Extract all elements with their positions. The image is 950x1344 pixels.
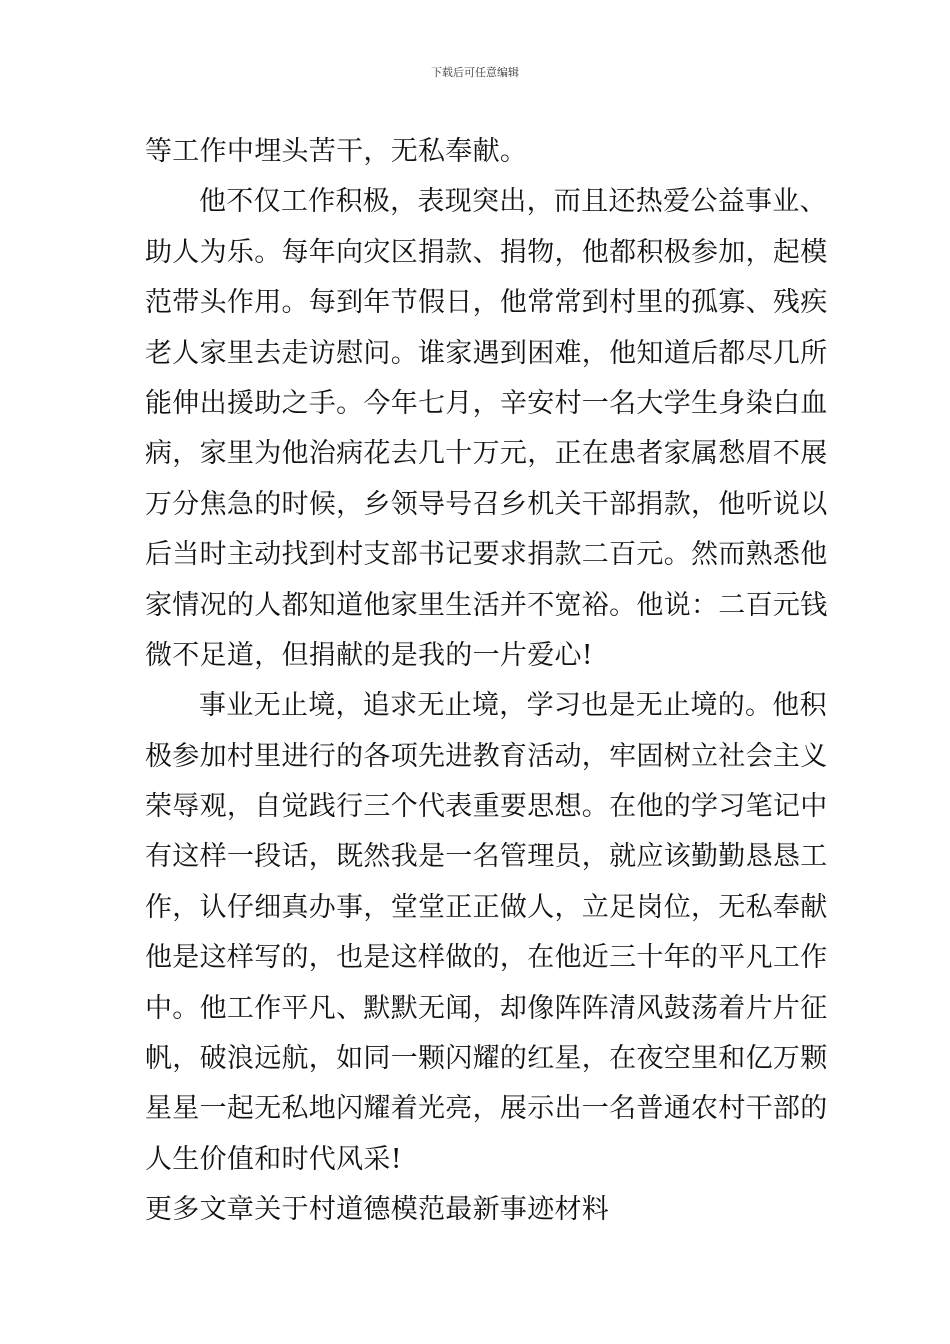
page-header-note: 下载后可任意编辑 xyxy=(431,66,519,79)
text-line: 星星一起无私地闪耀着光亮，展示出一名普通农村干部的 xyxy=(145,1093,828,1125)
text-line: 他是这样写的，也是这样做的，在他近三十年的平凡工作 xyxy=(145,942,828,974)
text-line: 帆，破浪远航，如同一颗闪耀的红星，在夜空里和亿万颗 xyxy=(145,1043,828,1075)
text-line: 范带头作用。每到年节假日，他常常到村里的孤寡、残疾 xyxy=(145,287,828,319)
text-line: 等工作中埋头苦干，无私奉献。 xyxy=(145,136,528,167)
text-line: 微不足道，但捐献的是我的一片爱心! xyxy=(145,639,593,671)
text-line: 助人为乐。每年向灾区捐款、捐物，他都积极参加，起模 xyxy=(145,236,828,268)
text-line: 老人家里去走访慰问。谁家遇到困难，他知道后都尽几所 xyxy=(145,337,828,369)
related-articles-line: 更多文章关于村道德模范最新事迹材料 xyxy=(145,1194,610,1226)
text-line: 病，家里为他治病花去几十万元，正在患者家属愁眉不展 xyxy=(145,438,828,470)
text-line: 中。他工作平凡、默默无闻，却像阵阵清风鼓荡着片片征 xyxy=(145,992,828,1024)
text-line: 万分焦急的时候，乡领导号召乡机关干部捐款，他听说以 xyxy=(145,488,828,520)
text-line: 荣辱观，自觉践行三个代表重要思想。在他的学习笔记中 xyxy=(145,791,828,823)
text-line: 作，认仔细真办事，堂堂正正做人，立足岗位，无私奉献 xyxy=(145,891,828,923)
text-line: 人生价值和时代风采! xyxy=(145,1143,402,1175)
text-line: 极参加村里进行的各项先进教育活动，牢固树立社会主义 xyxy=(145,740,828,772)
text-line: 能伸出援助之手。今年七月，辛安村一名大学生身染白血 xyxy=(145,387,828,419)
text-line: 家情况的人都知道他家里生活并不宽裕。他说：二百元钱 xyxy=(145,589,828,621)
text-line: 后当时主动找到村支部书记要求捐款二百元。然而熟悉他 xyxy=(145,539,828,571)
paragraph-start-line: 他不仅工作积极，表现突出，而且还热爱公益事业、 xyxy=(199,186,827,218)
paragraph-start-line: 事业无止境，追求无止境，学习也是无止境的。他积 xyxy=(199,690,827,722)
document-body xyxy=(145,127,828,1236)
text-line: 有这样一段话，既然我是一名管理员，就应该勤勤恳恳工 xyxy=(145,841,828,873)
